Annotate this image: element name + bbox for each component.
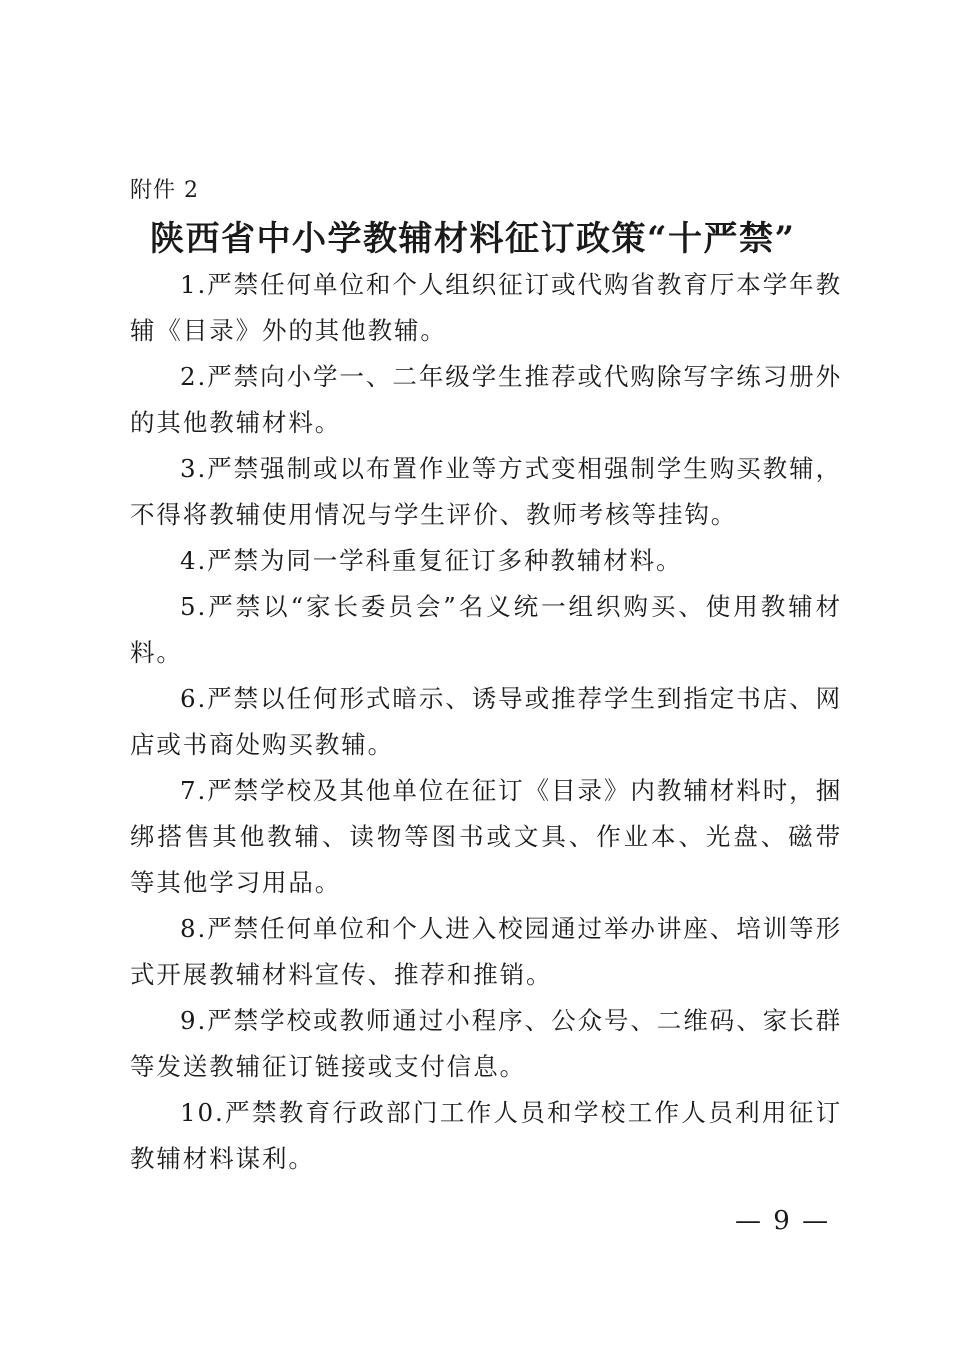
policy-item: 3.严禁强制或以布置作业等方式变相强制学生购买教辅，不得将教辅使用情况与学生评价、教师考核等挂钩。 [130, 454, 842, 529]
attachment-label: 附件 2 [130, 178, 199, 203]
policy-item: 9.严禁学校或教师通过小程序、公众号、二维码、家长群等发送教辅征订链接或支付信息。 [130, 1006, 842, 1081]
policy-item: 7.严禁学校及其他单位在征订《目录》内教辅材料时，捆绑搭售其他教辅、读物等图书或文具、作业本、光盘、磁带等其他学习用品。 [130, 776, 842, 897]
policy-item: 1.严禁任何单位和个人组织征订或代购省教育厅本学年教辅《目录》外的其他教辅。 [130, 270, 842, 345]
policy-item: 10.严禁教育行政部门工作人员和学校工作人员利用征订教辅材料谋利。 [130, 1098, 842, 1173]
policy-item: 2.严禁向小学一、二年级学生推荐或代购除写字练习册外的其他教辅材料。 [130, 362, 842, 437]
policy-item: 6.严禁以任何形式暗示、诱导或推荐学生到指定书店、网店或书商处购买教辅。 [130, 684, 842, 759]
policy-list [130, 262, 842, 1182]
policy-item: 5.严禁以“家长委员会”名义统一组织购买、使用教辅材料。 [130, 592, 842, 667]
policy-item: 4.严禁为同一学科重复征订多种教辅材料。 [180, 546, 683, 575]
policy-item: 8.严禁任何单位和个人进入校园通过举办讲座、培训等形式开展教辅材料宣传、推荐和推销。 [130, 914, 842, 989]
document-title: 陕西省中小学教辅材料征订政策“十严禁” [150, 219, 796, 259]
page-number: — 9 — [735, 1206, 831, 1236]
